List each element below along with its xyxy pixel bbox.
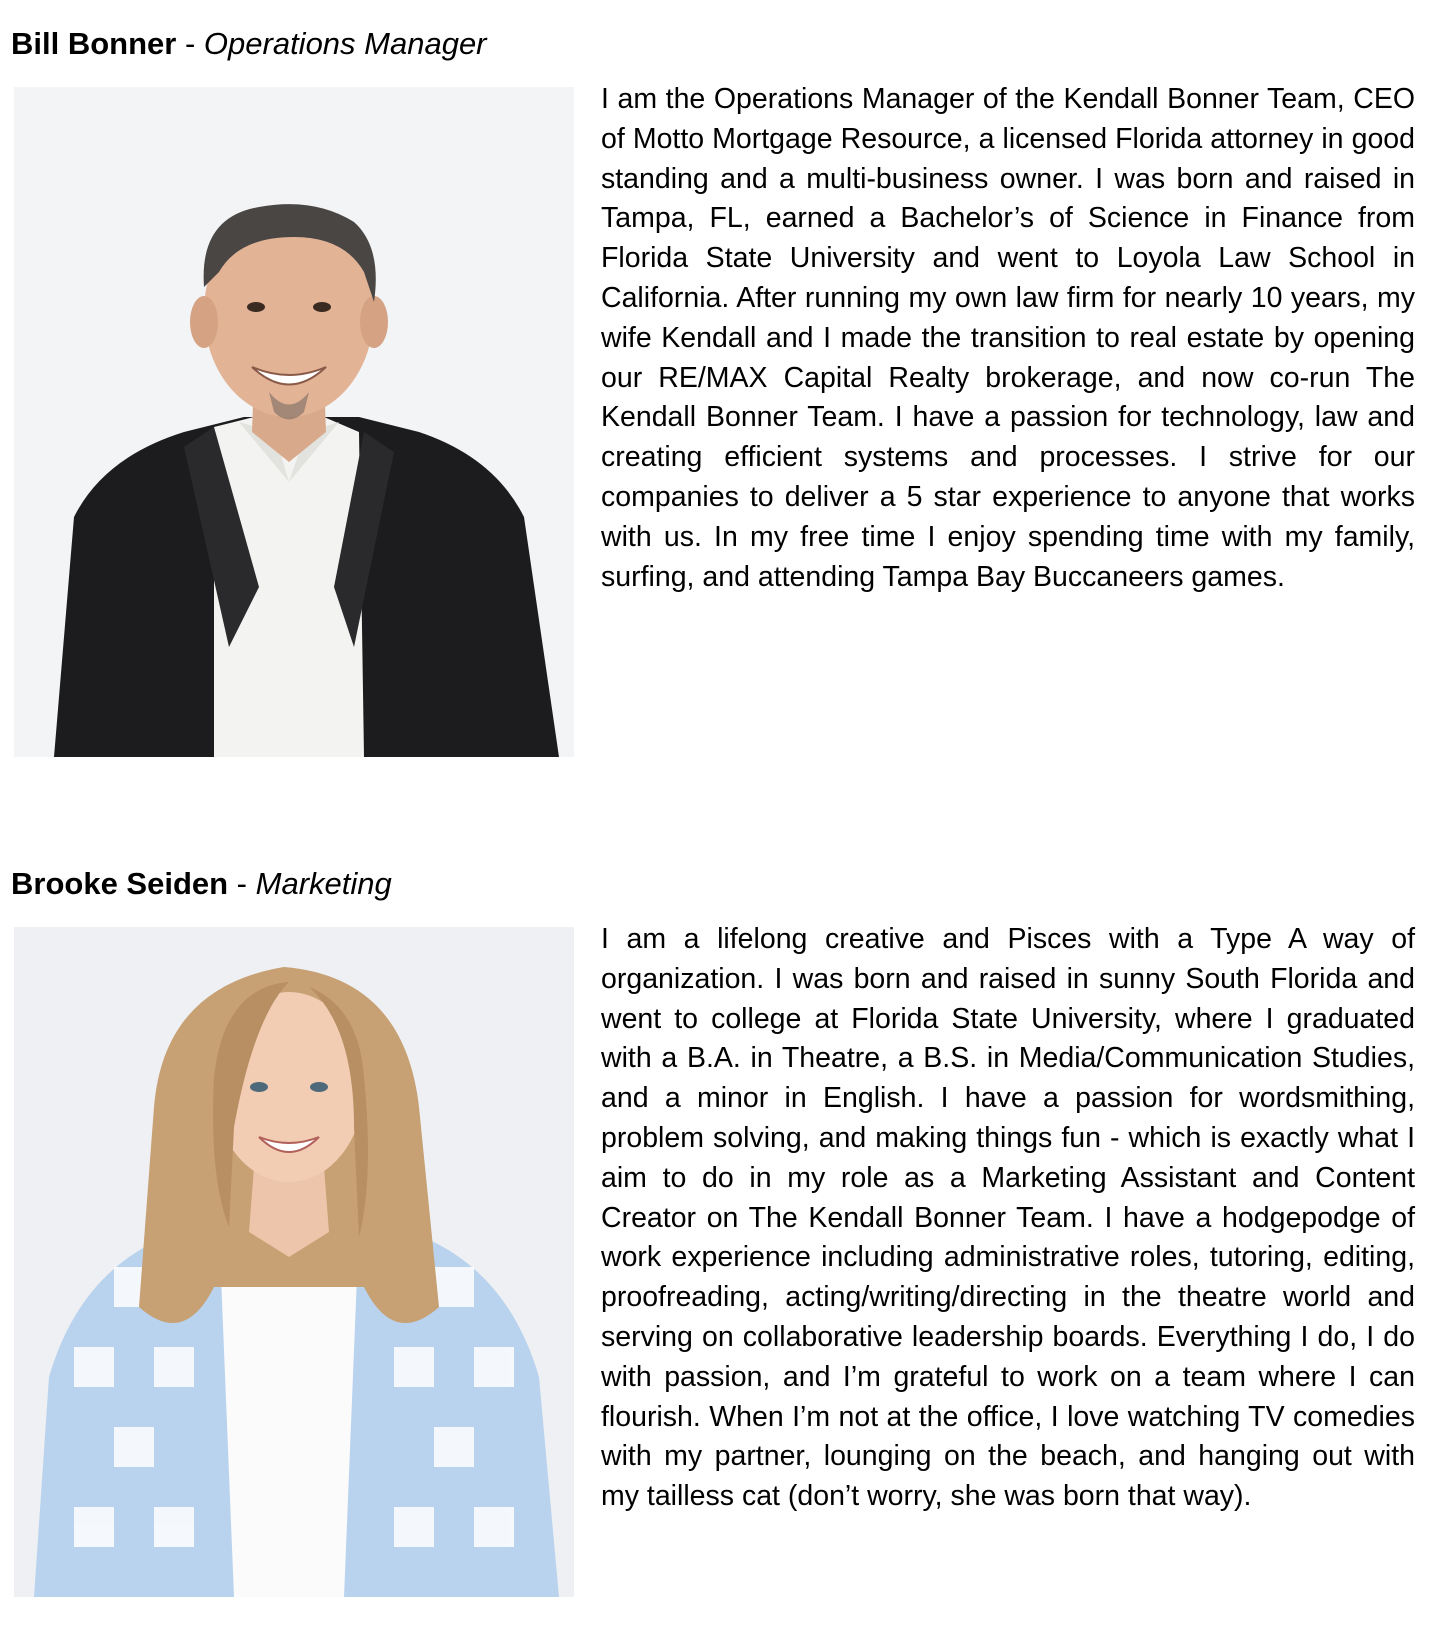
- woman-portrait-icon: [14, 927, 574, 1597]
- headshot-photo: [14, 87, 574, 757]
- profile-bio: I am a lifelong creative and Pisces with a Type A way of organization. I was born and raised in sunny South Florida and went to college at Florida State University, where I graduated with a B.A. in Theatre, a B.S. in Media/Communication Studies, and a minor in English. I have a passion for wordsmithing, problem solving, and making things fun - which is exactly what I aim to do in my role as a Marketing Assistant and Content Creator on The Kendall Bonner Team. I have a hodgepodge of work experience including administrative roles, tutoring, editing, proofreading, acting/writing/directing in the theatre world and serving on collaborative leadership boards. Everything I do, I do with passion, and I’m grateful to work on a team where I can flourish. When I’m not at the office, I love watching TV comedies with my partner, lounging on the beach, and hanging out with my tailless cat (don’t worry, she was born that way).: [601, 923, 1415, 1513]
- profile-name: Brooke Seiden: [11, 866, 229, 901]
- man-portrait-icon: [14, 87, 574, 757]
- profile-heading: [11, 24, 487, 64]
- profile-role: Marketing: [255, 866, 392, 901]
- heading-separator: -: [228, 866, 256, 901]
- profile-name: Bill Bonner: [11, 26, 177, 61]
- profile-bio: I am the Operations Manager of the Kendall Bonner Team, CEO of Motto Mortgage Resource, a licensed Florida attorney in good standing and a multi-business owner. I was born and raised in Tampa, FL, earned a Bachelor’s of Science in Finance from Florida State University and went to Loyola Law School in California. After running my own law firm for nearly 10 years, my wife Kendall and I made the transition to real estate by opening our RE/MAX Capital Realty brokerage, and now co-run The Kendall Bonner Team. I have a passion for technology, law and creating efficient systems and processes. I strive for our companies to deliver a 5 star experience to anyone that works with us. In my free time I enjoy spending time with my family, surfing, and attending Tampa Bay Buccaneers games.: [601, 83, 1415, 593]
- profile-heading: [11, 864, 392, 904]
- headshot-photo: [14, 927, 574, 1597]
- heading-separator: -: [176, 26, 204, 61]
- profile-role: Operations Manager: [203, 26, 487, 61]
